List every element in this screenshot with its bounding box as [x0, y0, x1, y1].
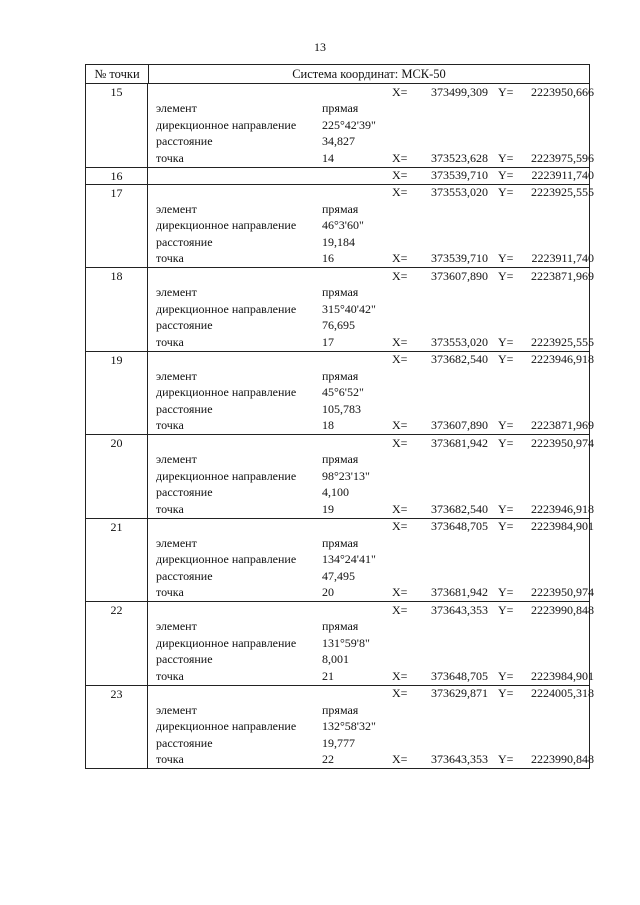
start-x-label: X= [392, 185, 408, 200]
end-x-value: 373643,353 [431, 752, 488, 767]
start-x-value: 373539,710 [431, 167, 488, 182]
end-x-label: X= [392, 251, 408, 266]
end-x-label: X= [392, 668, 408, 683]
distance-label: расстояние [156, 652, 213, 667]
start-y-value: 2223984,901 [531, 519, 594, 534]
direction-value: 98°23'13" [322, 468, 370, 483]
point-label: точка [156, 501, 184, 516]
start-y-label: Y= [498, 519, 514, 534]
direction-value: 132°58'32" [322, 719, 376, 734]
table-row [86, 519, 594, 603]
point-label: точка [156, 150, 184, 165]
point-number: 16 [86, 168, 148, 184]
point-number: 23 [86, 686, 148, 769]
start-coordinates-line [148, 686, 594, 703]
end-x-label: X= [392, 150, 408, 165]
end-coordinates [392, 335, 594, 350]
end-y-label: Y= [498, 334, 514, 349]
direction-line [148, 218, 589, 235]
direction-value: 45°6'52" [322, 385, 364, 400]
element-line [148, 368, 589, 385]
start-x-label: X= [392, 519, 408, 534]
start-coordinates-line [148, 167, 594, 183]
direction-value: 131°59'8" [322, 635, 370, 650]
table-row [86, 268, 594, 352]
start-coordinates-line [148, 268, 594, 285]
table-row [86, 435, 594, 519]
end-y-label: Y= [498, 150, 514, 165]
point-number: 20 [86, 435, 148, 518]
table-row [86, 167, 594, 185]
table-row [86, 352, 594, 436]
element-label: элемент [156, 619, 197, 634]
end-y-value: 2223946,918 [531, 501, 594, 516]
direction-line [148, 117, 589, 134]
start-y-label: Y= [498, 602, 514, 617]
start-coordinates-line [148, 602, 594, 619]
page-number: 13 [314, 40, 326, 54]
start-x-value: 373499,309 [431, 84, 488, 99]
distance-value: 76,695 [322, 318, 355, 333]
start-x-label: X= [392, 167, 408, 182]
point-label: точка [156, 334, 184, 349]
start-x-label: X= [392, 435, 408, 450]
element-line [148, 535, 589, 552]
end-y-label: Y= [498, 418, 514, 433]
row-details [148, 167, 594, 184]
end-x-label: X= [392, 585, 408, 600]
distance-value: 19,184 [322, 234, 355, 249]
point-value: 18 [322, 418, 334, 433]
start-x-value: 373682,540 [431, 352, 488, 367]
distance-line [148, 318, 589, 335]
distance-value: 105,783 [322, 401, 361, 416]
row-details [148, 435, 594, 518]
distance-line [148, 568, 589, 585]
point-line [148, 752, 594, 769]
end-x-value: 373523,628 [431, 150, 488, 165]
point-line [148, 501, 594, 518]
element-value: прямая [322, 368, 359, 383]
table-body [86, 84, 594, 768]
point-number: 17 [86, 185, 148, 268]
point-line [148, 668, 594, 685]
table-row [86, 185, 594, 269]
start-y-value: 2223990,848 [531, 602, 594, 617]
distance-line [148, 234, 589, 251]
end-coordinates [392, 669, 594, 684]
distance-label: расстояние [156, 485, 213, 500]
direction-value: 315°40'42" [322, 301, 376, 316]
point-number: 19 [86, 352, 148, 435]
row-details [148, 519, 594, 602]
row-details [148, 185, 594, 268]
direction-value: 46°3'60" [322, 218, 364, 233]
direction-line [148, 719, 589, 736]
direction-line [148, 301, 589, 318]
end-x-value: 373553,020 [431, 334, 488, 349]
element-line [148, 101, 589, 118]
row-details [148, 686, 594, 769]
point-value: 21 [322, 668, 334, 683]
start-coordinates-line [148, 185, 594, 202]
start-y-label: Y= [498, 167, 514, 182]
point-value: 16 [322, 251, 334, 266]
end-x-label: X= [392, 501, 408, 516]
end-y-label: Y= [498, 501, 514, 516]
start-y-value: 2223950,974 [531, 435, 594, 450]
element-value: прямая [322, 452, 359, 467]
element-label: элемент [156, 368, 197, 383]
point-number: 22 [86, 602, 148, 685]
distance-line [148, 401, 589, 418]
start-y-value: 2223950,666 [531, 84, 594, 99]
point-value: 19 [322, 501, 334, 516]
start-y-label: Y= [498, 435, 514, 450]
direction-label: дирекционное направление [156, 385, 297, 400]
distance-value: 19,777 [322, 735, 355, 750]
end-coordinates [392, 585, 594, 600]
start-x-value: 373629,871 [431, 686, 488, 701]
element-label: элемент [156, 452, 197, 467]
end-x-value: 373681,942 [431, 585, 488, 600]
start-x-label: X= [392, 602, 408, 617]
direction-line [148, 385, 589, 402]
point-number: 18 [86, 268, 148, 351]
point-line [148, 418, 594, 435]
table-row [86, 84, 594, 168]
start-y-value: 2223871,969 [531, 268, 594, 283]
start-x-value: 373643,353 [431, 602, 488, 617]
end-x-label: X= [392, 752, 408, 767]
distance-value: 4,100 [322, 485, 349, 500]
end-y-label: Y= [498, 668, 514, 683]
element-line [148, 201, 589, 218]
end-y-label: Y= [498, 752, 514, 767]
table-row [86, 602, 594, 686]
point-label: точка [156, 251, 184, 266]
element-label: элемент [156, 535, 197, 550]
element-value: прямая [322, 535, 359, 550]
end-coordinates [392, 251, 594, 266]
distance-label: расстояние [156, 318, 213, 333]
start-coordinates [392, 168, 594, 183]
start-x-label: X= [392, 352, 408, 367]
distance-label: расстояние [156, 568, 213, 583]
end-x-value: 373648,705 [431, 668, 488, 683]
end-x-value: 373607,890 [431, 418, 488, 433]
end-y-value: 2223871,969 [531, 418, 594, 433]
start-coordinates-line [148, 519, 594, 536]
start-y-label: Y= [498, 268, 514, 283]
direction-label: дирекционное направление [156, 468, 297, 483]
end-y-label: Y= [498, 251, 514, 266]
element-line [148, 702, 589, 719]
point-line [148, 251, 594, 268]
start-x-value: 373607,890 [431, 268, 488, 283]
element-value: прямая [322, 285, 359, 300]
row-details [148, 602, 594, 685]
distance-label: расстояние [156, 401, 213, 416]
point-label: точка [156, 585, 184, 600]
element-label: элемент [156, 285, 197, 300]
start-coordinates-line [148, 84, 594, 101]
end-coordinates [392, 151, 594, 166]
row-details [148, 84, 594, 167]
end-x-value: 373682,540 [431, 501, 488, 516]
distance-value: 8,001 [322, 652, 349, 667]
direction-line [148, 552, 589, 569]
element-line [148, 619, 589, 636]
distance-label: расстояние [156, 134, 213, 149]
element-value: прямая [322, 619, 359, 634]
row-details [148, 268, 594, 351]
start-y-label: Y= [498, 352, 514, 367]
distance-line [148, 735, 589, 752]
point-number: 21 [86, 519, 148, 602]
start-x-label: X= [392, 268, 408, 283]
point-label: точка [156, 752, 184, 767]
start-y-value: 2224005,318 [531, 686, 594, 701]
end-coordinates [392, 418, 594, 433]
element-label: элемент [156, 702, 197, 717]
distance-label: расстояние [156, 234, 213, 249]
end-y-value: 2223911,740 [531, 251, 594, 266]
end-y-value: 2223984,901 [531, 668, 594, 683]
point-value: 22 [322, 752, 334, 767]
start-y-label: Y= [498, 686, 514, 701]
point-line [148, 585, 594, 602]
distance-line [148, 134, 589, 151]
direction-label: дирекционное направление [156, 719, 297, 734]
end-y-value: 2223975,596 [531, 150, 594, 165]
start-coordinates [392, 603, 594, 618]
element-label: элемент [156, 201, 197, 216]
header-point-number: № точки [86, 65, 149, 83]
distance-line [148, 652, 589, 669]
direction-label: дирекционное направление [156, 218, 297, 233]
table-row [86, 686, 594, 769]
start-coordinates-line [148, 352, 594, 369]
direction-label: дирекционное направление [156, 301, 297, 316]
start-y-label: Y= [498, 185, 514, 200]
start-y-value: 2223911,740 [531, 167, 594, 182]
end-coordinates [392, 752, 594, 767]
end-x-label: X= [392, 334, 408, 349]
start-y-label: Y= [498, 84, 514, 99]
end-x-label: X= [392, 418, 408, 433]
start-x-value: 373553,020 [431, 185, 488, 200]
start-coordinates [392, 85, 594, 100]
direction-line [148, 635, 589, 652]
table-header [86, 65, 589, 84]
element-line [148, 285, 589, 302]
start-coordinates-line [148, 435, 594, 452]
distance-value: 47,495 [322, 568, 355, 583]
end-x-value: 373539,710 [431, 251, 488, 266]
start-y-value: 2223925,555 [531, 185, 594, 200]
direction-value: 225°42'39" [322, 117, 376, 132]
point-value: 14 [322, 150, 334, 165]
start-y-value: 2223946,918 [531, 352, 594, 367]
point-line [148, 150, 594, 167]
start-coordinates [392, 519, 594, 534]
element-label: элемент [156, 101, 197, 116]
direction-label: дирекционное направление [156, 552, 297, 567]
end-y-value: 2223925,555 [531, 334, 594, 349]
start-x-label: X= [392, 686, 408, 701]
row-details [148, 352, 594, 435]
coordinates-table [85, 64, 594, 769]
distance-line [148, 485, 589, 502]
element-value: прямая [322, 101, 359, 116]
point-label: точка [156, 418, 184, 433]
start-x-value: 373648,705 [431, 519, 488, 534]
end-y-value: 2223950,974 [531, 585, 594, 600]
point-value: 20 [322, 585, 334, 600]
direction-label: дирекционное направление [156, 635, 297, 650]
point-line [148, 334, 594, 351]
start-coordinates [392, 185, 594, 200]
start-coordinates [392, 436, 594, 451]
end-y-value: 2223990,848 [531, 752, 594, 767]
point-number: 15 [86, 84, 148, 167]
point-value: 17 [322, 334, 334, 349]
element-line [148, 452, 589, 469]
direction-value: 134°24'41" [322, 552, 376, 567]
start-x-value: 373681,942 [431, 435, 488, 450]
start-coordinates [392, 269, 594, 284]
element-value: прямая [322, 702, 359, 717]
end-coordinates [392, 502, 594, 517]
start-coordinates [392, 686, 594, 701]
element-value: прямая [322, 201, 359, 216]
direction-line [148, 468, 589, 485]
start-x-label: X= [392, 84, 408, 99]
start-coordinates [392, 352, 594, 367]
point-label: точка [156, 668, 184, 683]
distance-value: 34,827 [322, 134, 355, 149]
distance-label: расстояние [156, 735, 213, 750]
end-y-label: Y= [498, 585, 514, 600]
header-coordinate-system: Система координат: МСК-50 [292, 67, 446, 81]
direction-label: дирекционное направление [156, 117, 297, 132]
